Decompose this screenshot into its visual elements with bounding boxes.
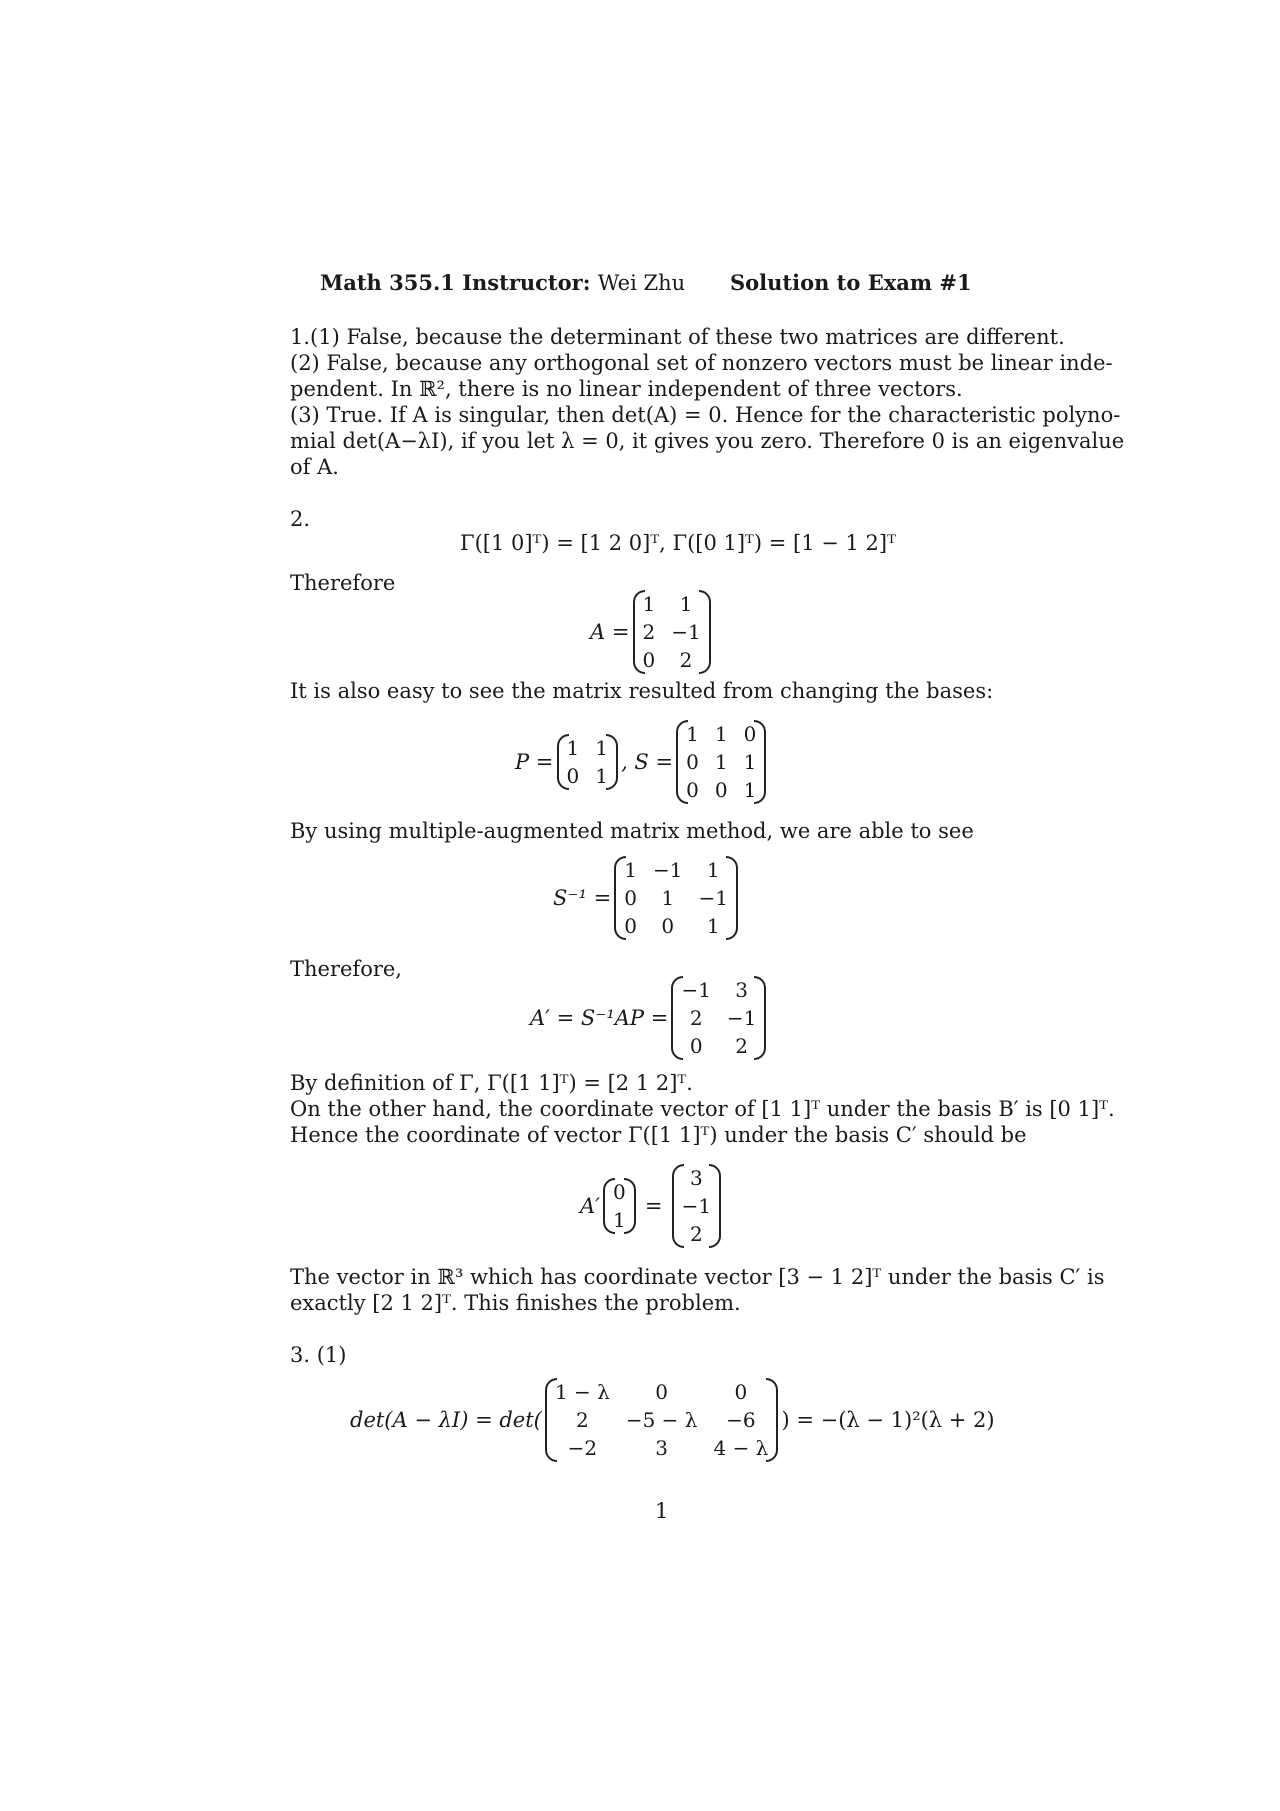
matrix-entry: 0 bbox=[624, 886, 637, 910]
matrix-A bbox=[635, 590, 709, 674]
left-paren bbox=[671, 976, 683, 1060]
matrix-entry: 0 bbox=[714, 778, 728, 802]
left-paren bbox=[557, 734, 569, 790]
matrix-entry: 1 bbox=[642, 592, 656, 616]
matrix-P-label: P = bbox=[515, 750, 554, 774]
matrix-entry: 3 bbox=[689, 1166, 703, 1190]
matrix-entry: −6 bbox=[726, 1408, 756, 1432]
left-paren bbox=[633, 590, 645, 674]
matrix-entry: 1 bbox=[686, 722, 699, 746]
matrix-entry: 0 bbox=[655, 1380, 669, 1404]
equals-sign: = bbox=[644, 1194, 663, 1218]
matrix-table bbox=[616, 856, 736, 940]
q1-line-5: mial det(A−λI), if you let λ = 0, it gives you zero. Therefore 0 is an eigenvalue bbox=[290, 429, 1125, 453]
definition-line-2: On the other hand, the coordinate vector of [1 1]ᵀ under the basis B′ is [0 1]ᵀ. bbox=[290, 1097, 1115, 1121]
matrix-entry: 0 bbox=[686, 750, 699, 774]
matrix-entry: −1 bbox=[671, 620, 701, 644]
matrix-P bbox=[559, 734, 616, 790]
matrix-entry: 1 bbox=[714, 750, 728, 774]
matrix-row bbox=[635, 646, 709, 674]
exam-title: Solution to Exam #1 bbox=[730, 270, 972, 295]
matrix-entry: 1 bbox=[624, 858, 637, 882]
augmented-text: By using multiple-augmented matrix method, we are able to see bbox=[290, 819, 974, 843]
matrix-row bbox=[635, 618, 709, 646]
determinant-equation bbox=[350, 1378, 995, 1462]
matrix-Aprime-equation bbox=[530, 976, 764, 1060]
matrix-entry: −1 bbox=[681, 978, 711, 1002]
matrix-row bbox=[547, 1406, 776, 1434]
coordinate-equation bbox=[580, 1164, 719, 1248]
matrix-row bbox=[678, 720, 764, 748]
matrix-row bbox=[616, 912, 736, 940]
right-paren bbox=[624, 1178, 636, 1234]
matrix-entry: 1 bbox=[613, 1208, 626, 1232]
right-paren bbox=[754, 720, 766, 804]
matrix-entry: 1 bbox=[714, 722, 728, 746]
matrix-entry: −1 bbox=[726, 1006, 757, 1030]
matrix-entry: 0 bbox=[613, 1180, 626, 1204]
vector-line-1: The vector in ℝ³ which has coordinate vector [3 − 1 2]ᵀ under the basis C′ is bbox=[290, 1265, 1105, 1289]
matrix-row bbox=[673, 1032, 764, 1060]
matrix-entry: −1 bbox=[681, 1194, 712, 1218]
matrix-row bbox=[673, 976, 764, 1004]
matrix-row bbox=[616, 884, 736, 912]
gamma-equation: Γ([1 0]ᵀ) = [1 2 0]ᵀ, Γ([0 1]ᵀ) = [1 − 1 2]ᵀ bbox=[460, 531, 896, 555]
matrix-row bbox=[635, 590, 709, 618]
matrix-row bbox=[678, 776, 764, 804]
matrix-entry: −1 bbox=[698, 886, 728, 910]
matrix-entry: 0 bbox=[566, 764, 580, 788]
matrix-entry: 1 bbox=[743, 750, 757, 774]
matrix-entry: −1 bbox=[653, 858, 683, 882]
matrix-entry: 1 bbox=[566, 736, 580, 760]
q1-line-2: (2) False, because any orthogonal set of nonzero vectors must be linear inde- bbox=[290, 351, 1113, 375]
right-paren bbox=[726, 856, 738, 940]
therefore-2: Therefore, bbox=[290, 957, 402, 981]
matrix-S bbox=[678, 720, 764, 804]
vector-01 bbox=[605, 1178, 634, 1234]
matrix-Sinv bbox=[616, 856, 736, 940]
matrix-entry: 1 bbox=[595, 764, 608, 788]
vector-line-2: exactly [2 1 2]ᵀ. This finishes the problem. bbox=[290, 1291, 741, 1315]
matrix-row bbox=[547, 1434, 776, 1462]
matrix-table bbox=[547, 1378, 776, 1462]
left-paren bbox=[603, 1178, 615, 1234]
matrix-entry: 0 bbox=[734, 1380, 748, 1404]
matrix-Sinv-label: S⁻¹ = bbox=[553, 886, 612, 910]
matrix-entry: 2 bbox=[689, 1222, 703, 1246]
course-label: Math 355.1 Instructor: bbox=[320, 270, 591, 295]
aprime-symbol: A′ bbox=[580, 1194, 600, 1218]
q1-line-4: (3) True. If A is singular, then det(A) = 0. Hence for the characteristic polyno- bbox=[290, 403, 1121, 427]
matrix-P-S-equation bbox=[515, 720, 764, 804]
matrix-entry: 0 bbox=[689, 1034, 703, 1058]
matrix-Aprime bbox=[673, 976, 764, 1060]
matrix-Sinv-equation bbox=[553, 856, 736, 940]
matrix-entry: 2 bbox=[679, 648, 693, 672]
left-paren bbox=[545, 1378, 557, 1462]
matrix-entry: 2 bbox=[689, 1006, 703, 1030]
matrix-A-equation bbox=[590, 590, 709, 674]
left-paren bbox=[614, 856, 626, 940]
det-result: ) = −(λ − 1)²(λ + 2) bbox=[781, 1408, 995, 1432]
matrix-entry: 0 bbox=[624, 914, 637, 938]
definition-line-1: By definition of Γ, Γ([1 1]ᵀ) = [2 1 2]ᵀ. bbox=[290, 1071, 693, 1095]
matrix-row bbox=[616, 856, 736, 884]
right-paren bbox=[766, 1378, 778, 1462]
matrix-S-label: , S = bbox=[621, 750, 674, 774]
q1-line-3: pendent. In ℝ², there is no linear independent of three vectors. bbox=[290, 377, 963, 401]
matrix-entry: 0 bbox=[642, 648, 656, 672]
matrix-A-minus-lambda bbox=[547, 1378, 776, 1462]
page-number: 1 bbox=[655, 1499, 669, 1523]
matrix-entry: 1 bbox=[706, 914, 720, 938]
matrix-entry: 3 bbox=[655, 1436, 669, 1460]
matrix-row bbox=[673, 1004, 764, 1032]
course-header bbox=[320, 270, 685, 296]
matrix-table bbox=[673, 976, 764, 1060]
matrix-entry: 2 bbox=[576, 1408, 589, 1432]
matrix-entry: 1 bbox=[595, 736, 608, 760]
matrix-Aprime-label: A′ = S⁻¹AP = bbox=[530, 1006, 669, 1030]
matrix-entry: 4 − λ bbox=[713, 1436, 769, 1460]
matrix-entry: 1 bbox=[706, 858, 720, 882]
matrix-entry: 0 bbox=[686, 778, 699, 802]
matrix-table bbox=[635, 590, 709, 674]
matrix-entry: 0 bbox=[743, 722, 757, 746]
q2-number: 2. bbox=[290, 507, 311, 531]
matrix-entry: 2 bbox=[642, 620, 656, 644]
matrix-entry: 1 bbox=[743, 778, 757, 802]
instructor-name: Wei Zhu bbox=[597, 271, 686, 295]
matrix-row bbox=[547, 1378, 776, 1406]
matrix-entry: 0 bbox=[661, 914, 675, 938]
matrix-entry: 2 bbox=[735, 1034, 749, 1058]
right-paren bbox=[754, 976, 766, 1060]
therefore-1: Therefore bbox=[290, 571, 396, 595]
right-paren bbox=[709, 1164, 721, 1248]
right-paren bbox=[699, 590, 711, 674]
matrix-row bbox=[678, 748, 764, 776]
vector-result bbox=[674, 1164, 719, 1248]
matrix-entry: 1 bbox=[679, 592, 693, 616]
change-bases-text: It is also easy to see the matrix resulted from changing the bases: bbox=[290, 679, 994, 703]
matrix-entry: 1 − λ bbox=[554, 1380, 610, 1404]
matrix-entry: −2 bbox=[567, 1436, 598, 1460]
matrix-entry: 3 bbox=[735, 978, 749, 1002]
right-paren bbox=[606, 734, 618, 790]
matrix-table bbox=[678, 720, 764, 804]
matrix-entry: −5 − λ bbox=[625, 1408, 698, 1432]
det-label: det(A − λI) = det( bbox=[350, 1408, 542, 1432]
q1-line-6: of A. bbox=[290, 455, 339, 479]
left-paren bbox=[676, 720, 688, 804]
matrix-entry: 1 bbox=[661, 886, 675, 910]
definition-line-3: Hence the coordinate of vector Γ([1 1]ᵀ) under the basis C′ should be bbox=[290, 1123, 1027, 1147]
q1-line-1: 1.(1) False, because the determinant of these two matrices are different. bbox=[290, 325, 1065, 349]
matrix-A-label: A = bbox=[590, 620, 630, 644]
left-paren bbox=[672, 1164, 684, 1248]
q3-number: 3. (1) bbox=[290, 1343, 347, 1367]
